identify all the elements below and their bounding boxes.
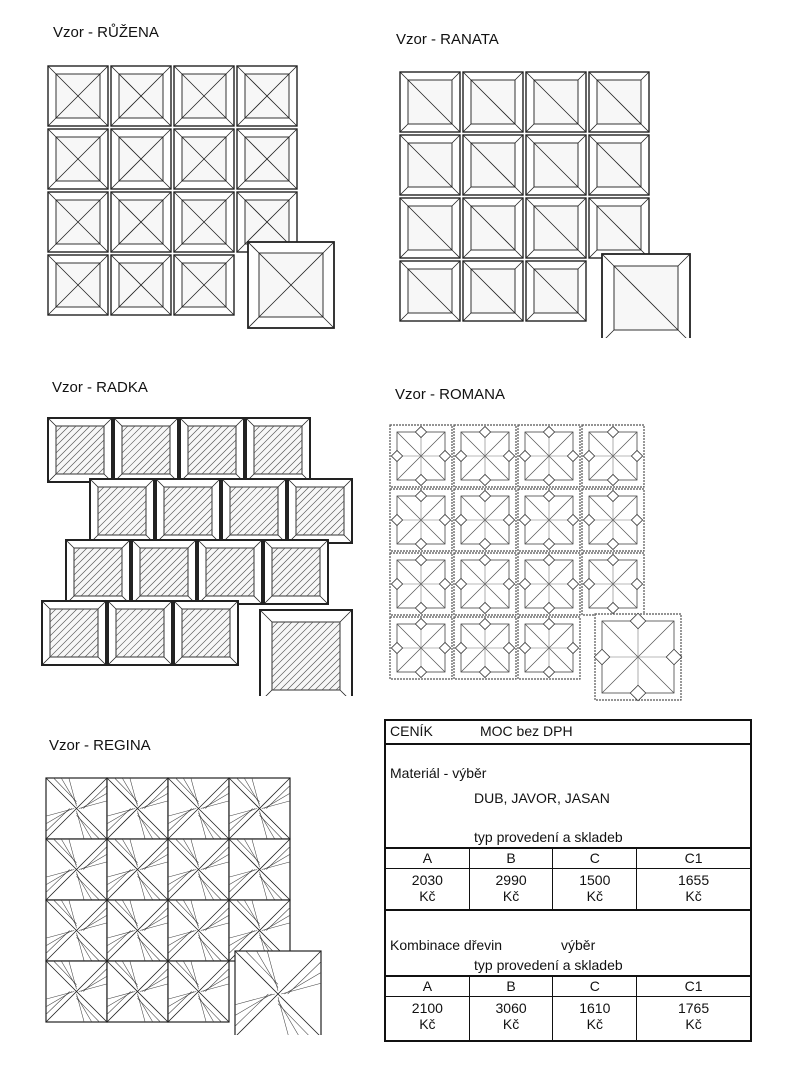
price-currency: Kč (419, 888, 436, 904)
material-heading: Materiál - výběr (390, 765, 487, 781)
column-header: B (470, 977, 554, 997)
price-currency: Kč (586, 1016, 603, 1032)
pattern-label-ruzena: Vzor - RŮŽENA (53, 24, 159, 41)
price-table-header (386, 721, 750, 745)
pattern-label-radka: Vzor - RADKA (52, 379, 148, 396)
price-amount: 2100 (411, 1000, 443, 1016)
combo-choice: výběr (561, 937, 596, 953)
pattern-drawing-radka (40, 416, 360, 696)
price-currency: Kč (419, 1016, 436, 1032)
pattern-drawing-ranata (396, 68, 696, 338)
price-cell (553, 997, 637, 1040)
column-header: B (470, 849, 554, 869)
price-amount: 1610 (579, 1000, 611, 1016)
combo-columns-row (386, 975, 750, 997)
price-currency: Kč (502, 1016, 520, 1032)
column-header: A (386, 849, 470, 869)
price-amount: 2990 (495, 872, 527, 888)
price-table-subtitle: MOC bez DPH (480, 723, 573, 739)
price-cell (470, 997, 554, 1040)
pattern-label-regina: Vzor - REGINA (49, 737, 151, 754)
price-cell (386, 997, 470, 1040)
column-header: C1 (637, 849, 750, 869)
price-amount: 3060 (495, 1000, 527, 1016)
combo-type-label: typ provedení a skladeb (474, 957, 623, 973)
pattern-label-ranata: Vzor - RANATA (396, 31, 499, 48)
price-currency: Kč (685, 1016, 702, 1032)
column-header: C1 (637, 977, 750, 997)
price-table-title: CENÍK (390, 723, 433, 739)
column-header: C (553, 977, 637, 997)
pattern-drawing-regina (43, 775, 343, 1035)
price-currency: Kč (685, 888, 702, 904)
price-amount: 1500 (579, 872, 611, 888)
price-amount: 2030 (411, 872, 443, 888)
pattern-label-romana: Vzor - ROMANA (395, 386, 506, 403)
price-table (384, 719, 752, 1042)
price-cell (470, 869, 554, 909)
pattern-drawing-romana (387, 422, 697, 704)
combo-heading: Kombinace dřevin (390, 937, 503, 953)
price-values-row (386, 869, 750, 911)
material-list: DUB, JAVOR, JASAN (474, 790, 610, 806)
price-cell (637, 997, 750, 1040)
pattern-drawing-ruzena (44, 62, 344, 332)
price-cell (553, 869, 637, 909)
type-label: typ provedení a skladeb (474, 829, 623, 845)
column-header: C (553, 849, 637, 869)
price-currency: Kč (586, 888, 603, 904)
price-columns-row (386, 847, 750, 869)
column-header: A (386, 977, 470, 997)
price-cell (386, 869, 470, 909)
price-amount: 1765 (677, 1000, 710, 1016)
price-currency: Kč (502, 888, 520, 904)
price-cell (637, 869, 750, 909)
price-amount: 1655 (677, 872, 710, 888)
combo-values-row (386, 997, 750, 1040)
